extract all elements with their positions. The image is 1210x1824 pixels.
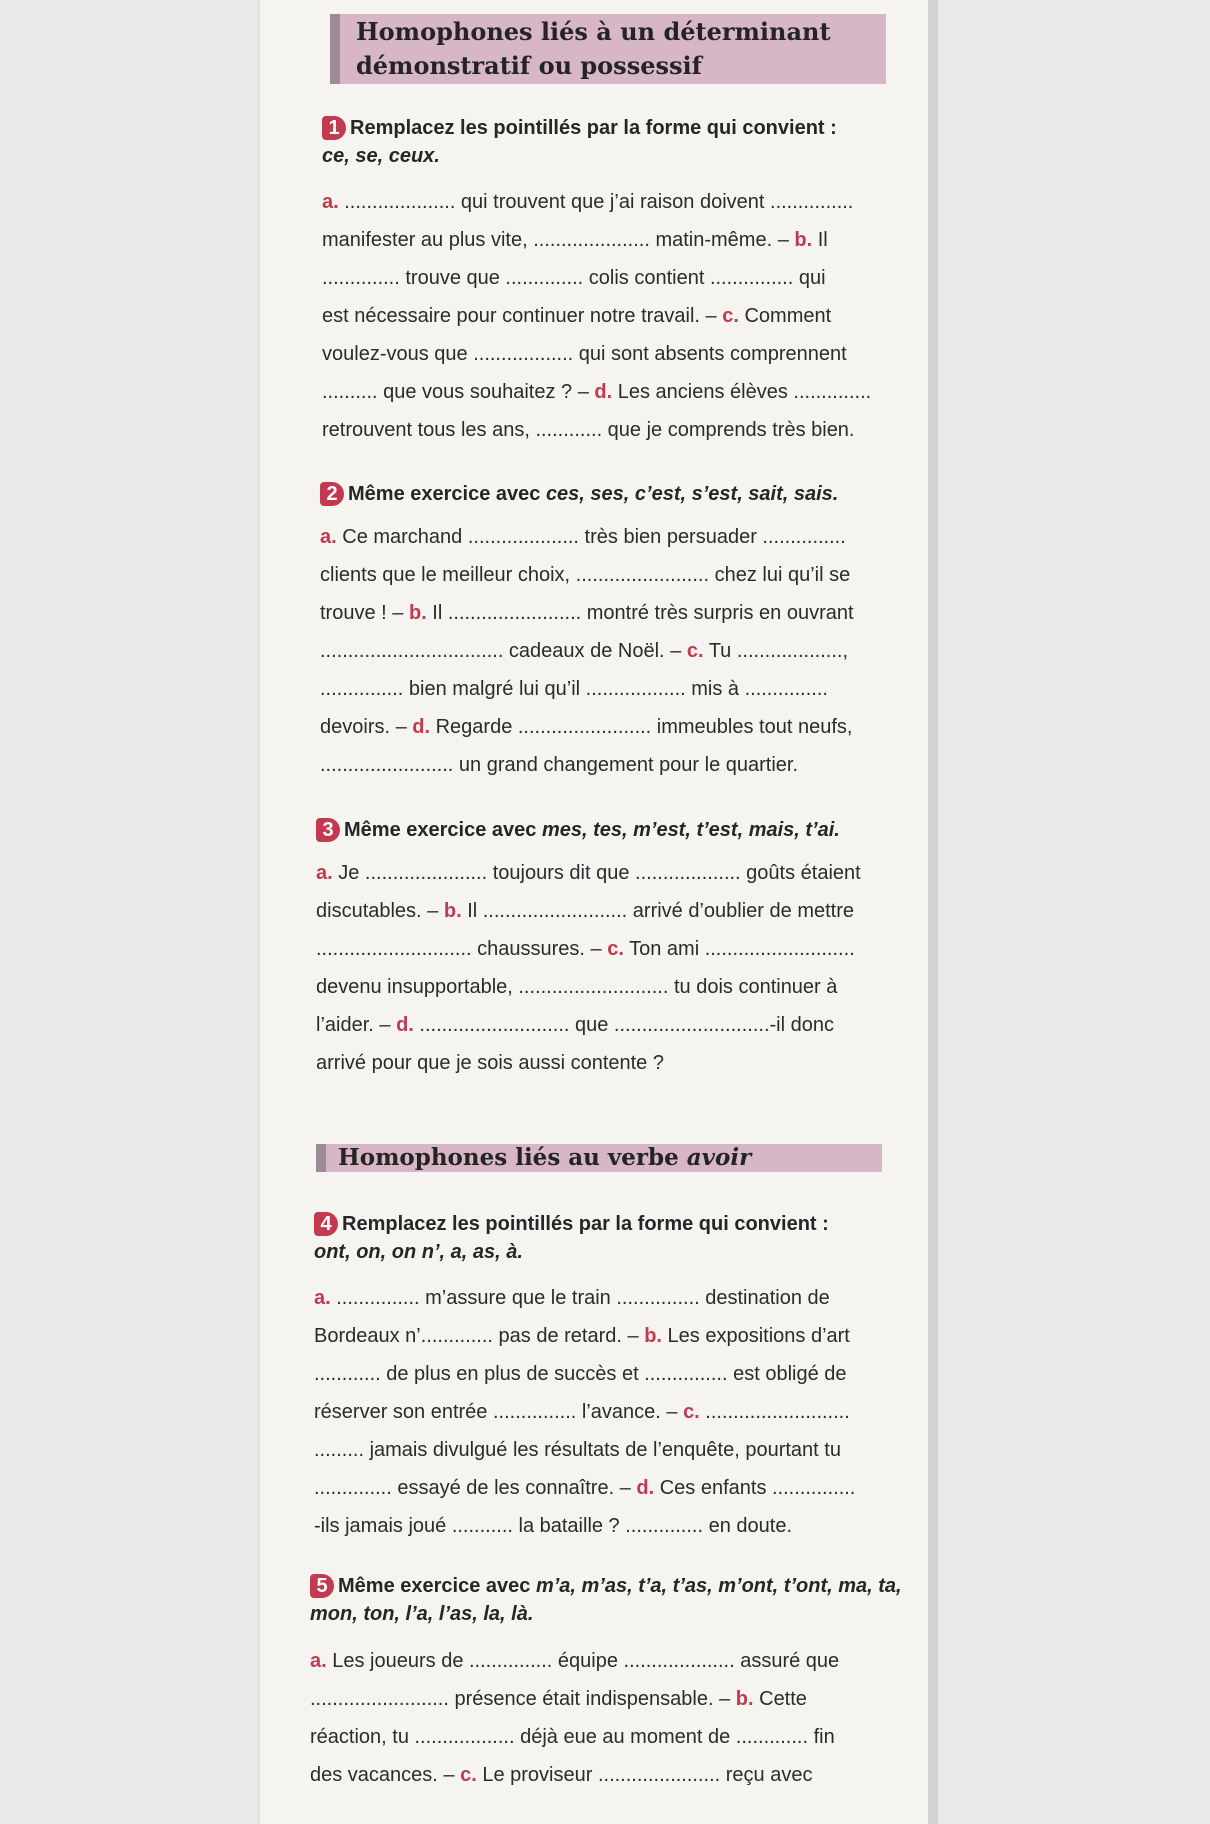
exercise-word-list: ces, ses, c’est, s’est, sait, sais. <box>545 483 839 505</box>
exercise-1-header <box>322 114 912 170</box>
exercise-line: ........................ un grand changement pour le quartier. <box>320 754 799 776</box>
exercise-4-header <box>314 1210 914 1266</box>
exercise-instruction: Même exercice avec <box>344 819 537 841</box>
exercise-number-badge: 2 <box>320 482 344 506</box>
exercise-2-header <box>320 480 920 508</box>
exercise-line: réaction, tu .................. déjà eue au moment de ............. fin <box>310 1726 835 1748</box>
exercise-line: .......... que vous souhaitez ? – d. Les anciens élèves .............. <box>322 381 872 403</box>
exercise-line: .............. trouve que .............. colis contient ............... qui <box>322 267 826 289</box>
exercise-word-list: mes, tes, m’est, t’est, mais, t’ai. <box>541 819 840 841</box>
exercise-line: a. Ce marchand .................... très bien persuader ............... <box>320 526 846 548</box>
exercise-line: clients que le meilleur choix, ........................ chez lui qu’il se <box>320 564 851 586</box>
exercise-line: devenu insupportable, ........................... tu dois continuer à <box>316 976 838 998</box>
section-title-determinant: Homophones liés à un déterminant démonstratif ou possessif <box>330 14 886 84</box>
textbook-page <box>260 0 928 1824</box>
exercise-line: manifester au plus vite, ..................... matin-même. – b. Il <box>322 229 828 251</box>
exercise-line: l’aider. – d. ........................... que ............................-il donc <box>316 1014 834 1036</box>
exercise-line: Bordeaux n’............. pas de retard. – b. Les expositions d’art <box>314 1325 850 1347</box>
exercise-line: voulez-vous que .................. qui sont absents comprennent <box>322 343 847 365</box>
exercise-line: des vacances. – c. Le proviseur ...................... reçu avec <box>310 1764 813 1786</box>
exercise-3-header <box>316 816 916 844</box>
page-edge <box>928 0 938 1824</box>
exercise-instruction: Remplacez les pointillés par la forme qui convient : <box>342 1213 829 1235</box>
exercise-line: trouve ! – b. Il ........................ montré très surpris en ouvrant <box>320 602 854 624</box>
exercise-line: arrivé pour que je sois aussi contente ? <box>316 1052 664 1074</box>
section-title-avoir: Homophones liés au verbe avoir <box>316 1144 882 1172</box>
exercise-line: devoirs. – d. Regarde ........................ immeubles tout neufs, <box>320 716 853 738</box>
exercise-line: ......... jamais divulgué les résultats de l’enquête, pourtant tu <box>314 1439 841 1461</box>
exercise-word-list: m’a, m’as, t’a, t’as, m’ont, t’ont, ma, ta, mon, ton, l’a, l’as, la, là. <box>310 1575 902 1625</box>
exercise-line: a. ............... m’assure que le train ............... destination de <box>314 1287 830 1309</box>
exercise-line: a. .................... qui trouvent que j’ai raison doivent ............... <box>322 191 854 213</box>
exercise-line: discutables. – b. Il .......................... arrivé d’oublier de mettre <box>316 900 854 922</box>
exercise-line: ......................... présence était indispensable. – b. Cette <box>310 1688 807 1710</box>
exercise-word-list: ont, on, on n’, a, as, à. <box>314 1241 523 1263</box>
exercise-line: ............... bien malgré lui qu’il .................. mis à ............... <box>320 678 828 700</box>
exercise-number-badge: 3 <box>316 818 340 842</box>
exercise-line: retrouvent tous les ans, ............ que je comprends très bien. <box>322 419 855 441</box>
exercise-number-badge: 5 <box>310 1574 334 1598</box>
exercise-line: .............. essayé de les connaître. – d. Ces enfants ............... <box>314 1477 856 1499</box>
exercise-instruction: Même exercice avec <box>338 1575 531 1597</box>
exercise-line: a. Je ...................... toujours dit que ................... goûts étaient <box>316 862 861 884</box>
exercise-line: ................................. cadeaux de Noël. – c. Tu ..................., <box>320 640 848 662</box>
exercise-instruction: Même exercice avec <box>348 483 541 505</box>
exercise-line: -ils jamais joué ........... la bataille ? .............. en doute. <box>314 1515 792 1537</box>
exercise-line: est nécessaire pour continuer notre travail. – c. Comment <box>322 305 832 327</box>
exercise-5-header <box>310 1572 910 1628</box>
exercise-instruction: Remplacez les pointillés par la forme qui convient : <box>350 117 837 139</box>
exercise-line: ............................ chaussures. – c. Ton ami ........................... <box>316 938 855 960</box>
exercise-word-list: ce, se, ceux. <box>322 145 440 167</box>
exercise-line: ............ de plus en plus de succès et ............... est obligé de <box>314 1363 847 1385</box>
exercise-number-badge: 1 <box>322 116 346 140</box>
exercise-line: réserver son entrée ............... l’avance. – c. .......................... <box>314 1401 850 1423</box>
exercise-number-badge: 4 <box>314 1212 338 1236</box>
exercise-line: a. Les joueurs de ............... équipe .................... assuré que <box>310 1650 840 1672</box>
